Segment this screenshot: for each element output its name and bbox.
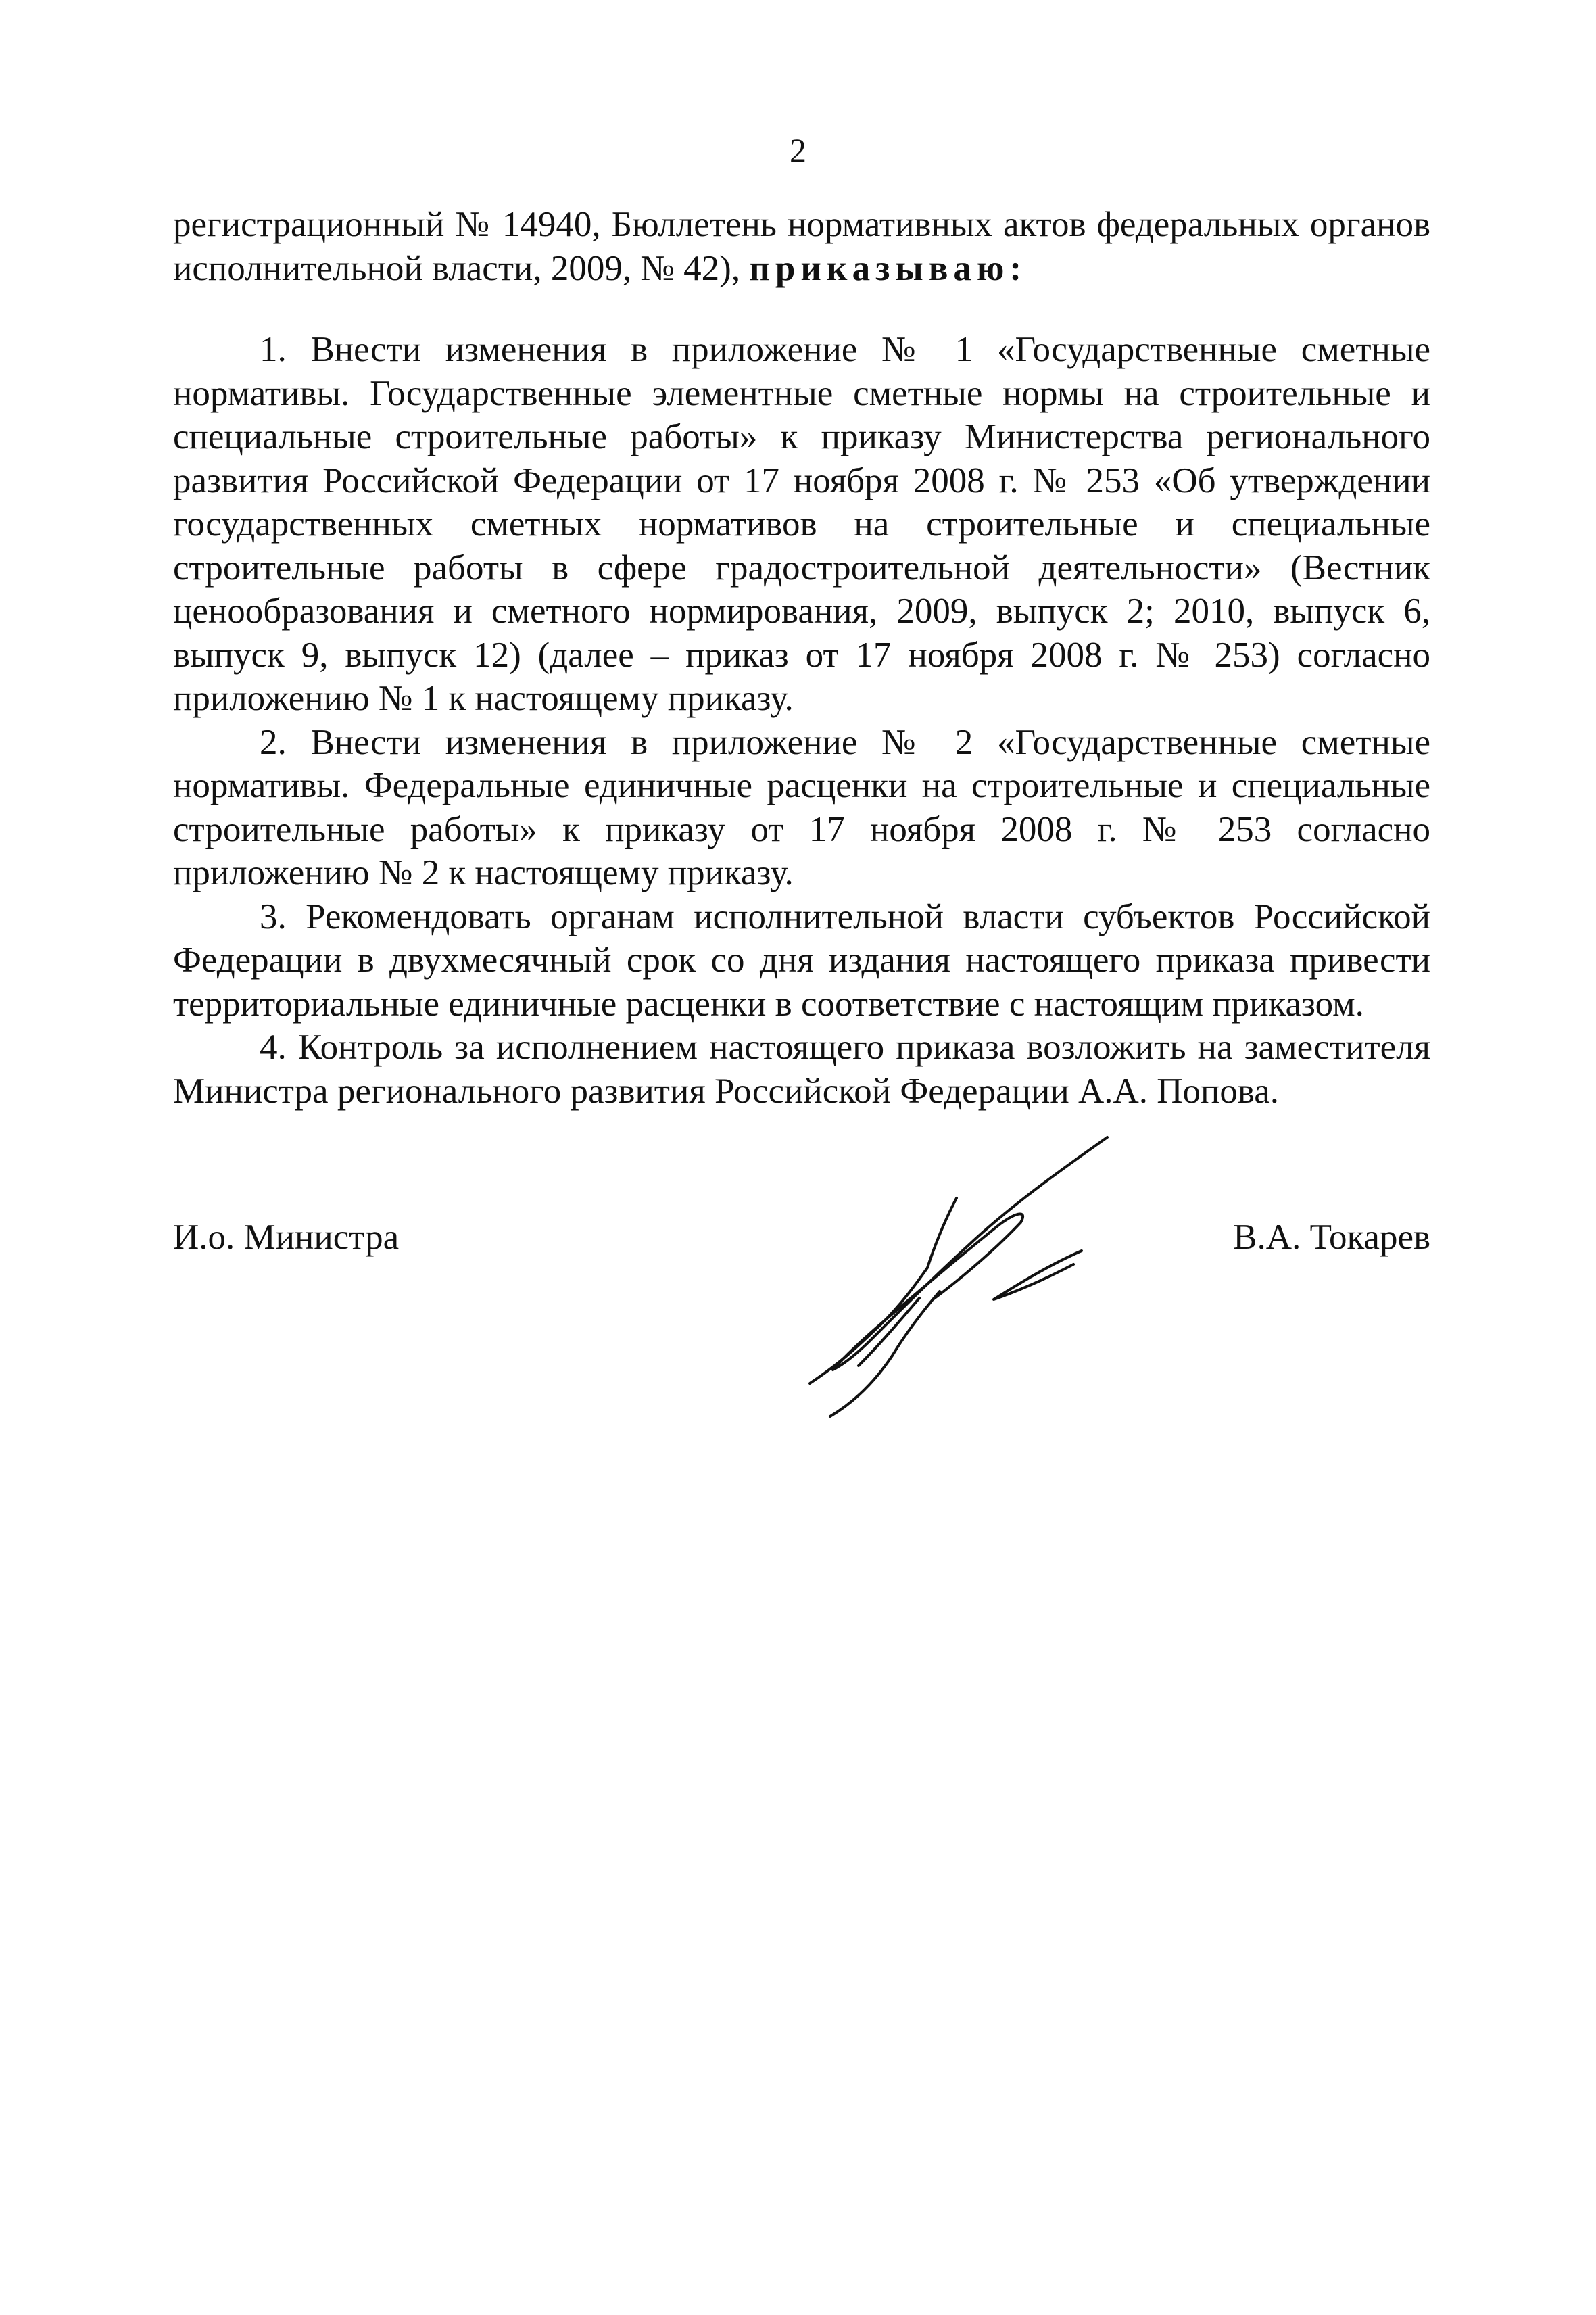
page-number: 2 — [790, 131, 806, 169]
document-body — [173, 203, 1430, 1113]
order-item-2: 2. Внести изменения в приложение № 2 «Государственные сметные нормативы. Федеральные единичные расценки на строительные и специальные строительные работы» к приказу от 17 ноября 2008 г. № 253 согласно приложению № 2 к настоящему приказу. — [173, 722, 1430, 892]
order-item-1: 1. Внести изменения в приложение № 1 «Государственные сметные нормативы. Государственные элементные сметные нормы на строительные и специальные строительные работы» к приказу Министерства регионального развития Российской Федерации от 17 ноября 2008 г. № 253 «Об утверждении государственных сметных нормативов на строительные и специальные строительные работы в сфере градостроительной деятельности» (Вестник ценообразования и сметного нормирования, 2009, выпуск 2; 2010, выпуск 6, выпуск 9, выпуск 12) (далее – приказ от 17 ноября 2008 г. № 253) согласно приложению № 1 к настоящему приказу. — [173, 330, 1430, 718]
order-keyword: приказываю: — [749, 248, 1027, 288]
intro-paragraph — [173, 203, 1430, 290]
intro-text: регистрационный № 14940, Бюллетень нормативных актов федеральных органов исполнительной власти, 2009, № 42), — [173, 205, 1430, 288]
handwritten-signature — [777, 1122, 1129, 1420]
order-item-3: 3. Рекомендовать органам исполнительной власти субъектов Российской Федерации в двухмесячный срок со дня издания настоящего приказа привести территориальные единичные расценки в соответствие с настоящим приказом. — [173, 897, 1430, 1024]
signatory-name: В.А. Токарев — [1233, 1218, 1430, 1257]
signatory-position: И.о. Министра — [173, 1218, 400, 1257]
order-item-4: 4. Контроль за исполнением настоящего приказа возложить на заместителя Министра регионального развития Российской Федерации А.А. Попова. — [173, 1028, 1430, 1111]
